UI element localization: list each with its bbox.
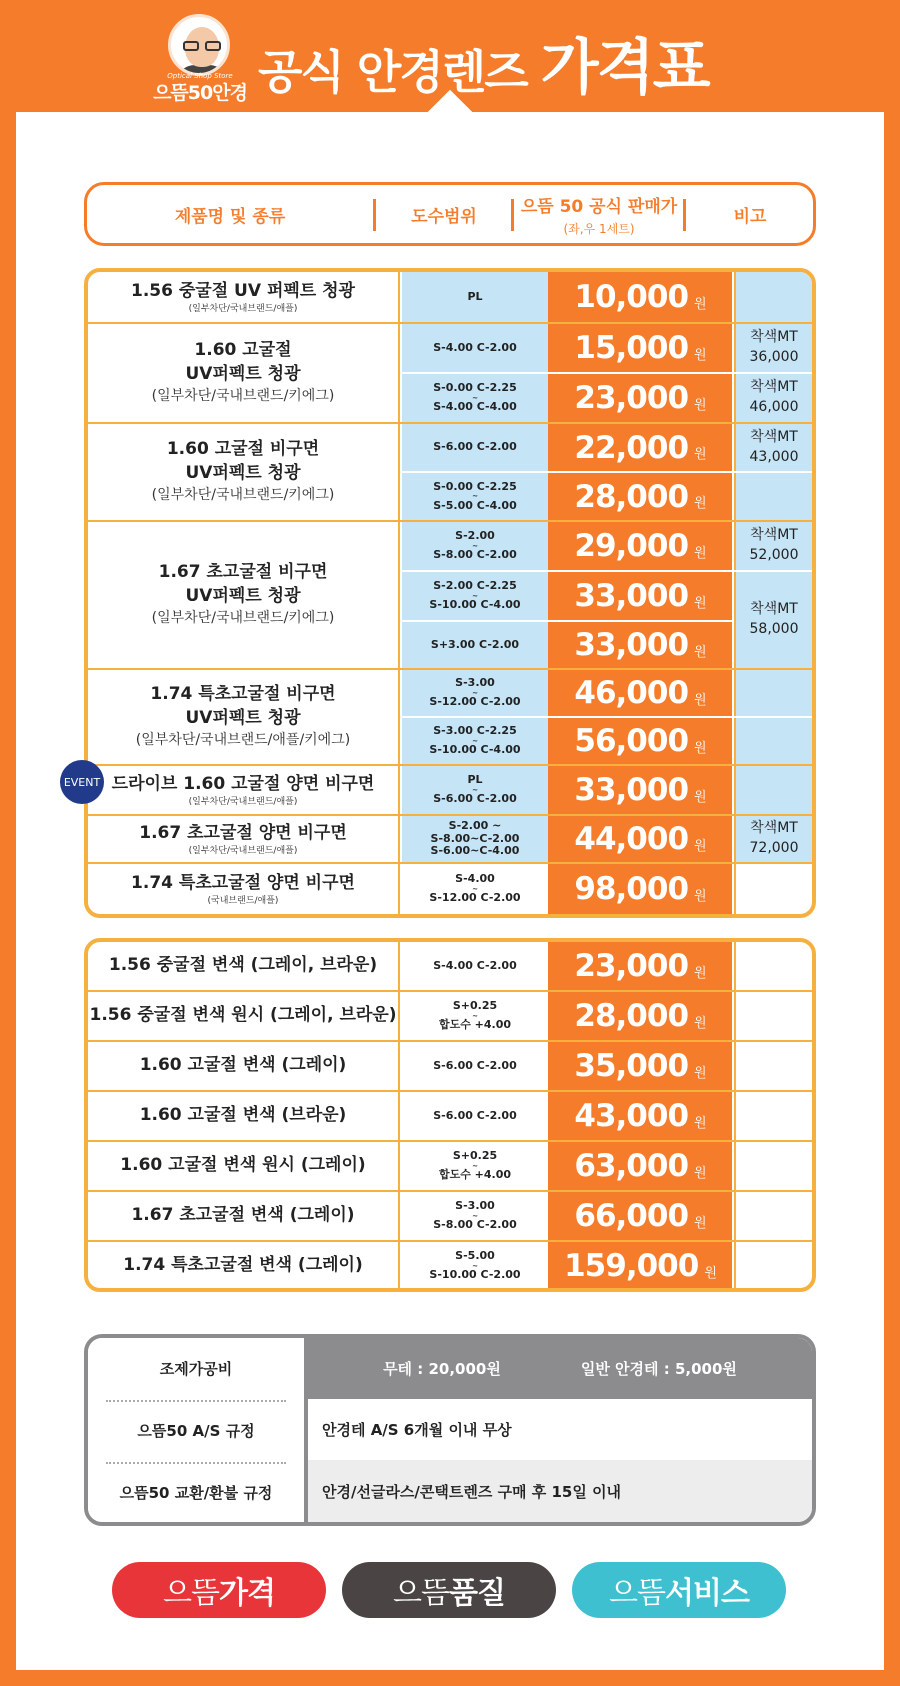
- price: 33,000 원: [548, 766, 732, 814]
- table-row: [88, 992, 812, 1040]
- price: 23,000 원: [548, 942, 732, 990]
- table-row: [88, 424, 812, 471]
- column-price: 으뜸 50 공식 판매가 (좌,우 1세트): [520, 196, 678, 236]
- product-name: 1.60 고굴절 변색 원시 (그레이): [88, 1142, 400, 1190]
- power-range: S+0.25 ~ 합도수 +4.00: [438, 1149, 512, 1182]
- table-row: [88, 522, 812, 570]
- table-row: [88, 1092, 812, 1140]
- price: 159,000 원: [548, 1242, 732, 1290]
- price: 28,000 원: [548, 473, 732, 520]
- product-name: 1.67 초고굴절 비구면 UV퍼펙트 청광 (일부차단/국내브랜드/키에그): [88, 522, 400, 668]
- price: 35,000 원: [548, 1042, 732, 1090]
- note: [734, 864, 812, 914]
- info-labels: [88, 1338, 304, 1522]
- note: 착색MT 72,000: [734, 816, 812, 862]
- table-row: [88, 324, 812, 372]
- power-range: S+0.25 ~ 합도수 +4.00: [438, 999, 512, 1032]
- single-lens-table: [84, 268, 816, 918]
- table-row: [88, 1142, 812, 1190]
- as-rule: 안경테 A/S 6개월 이내 무상: [308, 1399, 812, 1460]
- table-row: [88, 1042, 812, 1090]
- note: [734, 942, 812, 990]
- power-range: S-4.00 C-2.00: [402, 324, 548, 372]
- table-row: [88, 670, 812, 716]
- mascot-icon: [168, 14, 230, 76]
- note: [734, 718, 812, 764]
- table-row: [88, 864, 812, 914]
- column-header: [84, 182, 816, 246]
- note: [734, 1092, 812, 1140]
- price: 46,000 원: [548, 670, 732, 716]
- product-name: 1.67 초고굴절 변색 (그레이): [88, 1192, 400, 1240]
- power-range: S-3.00 ~ S-8.00 C-2.00: [433, 1199, 517, 1232]
- page-title: [258, 20, 709, 106]
- price: 56,000 원: [548, 718, 732, 764]
- note: 착색MT 43,000: [734, 424, 812, 471]
- fee-values: [308, 1338, 812, 1399]
- product-name: 1.56 중굴절 변색 (그레이, 브라운): [88, 942, 400, 990]
- power-range: S-6.00 C-2.00: [402, 424, 548, 471]
- note: [734, 1192, 812, 1240]
- product-name: 1.56 중굴절 UV 퍼펙트 청광 (일부차단/국내브랜드/애플): [88, 272, 400, 322]
- column-note: 비고: [733, 206, 767, 227]
- power-range: PL ~ S-6.00 C-2.00: [402, 766, 548, 814]
- fee-normal: 일반 안경테 : 5,000원: [580, 1360, 737, 1378]
- service-info-table: [84, 1334, 816, 1526]
- power-range: S-0.00 C-2.25 ~ S-5.00 C-4.00: [402, 473, 548, 520]
- logo-subtitle: Optical Shop Store: [167, 72, 233, 80]
- power-range: S-4.00 C-2.00: [433, 958, 517, 972]
- note: [734, 1242, 812, 1290]
- info-values: [308, 1338, 812, 1522]
- info-label-fee: 조제가공비: [159, 1360, 233, 1378]
- price: 66,000 원: [548, 1192, 732, 1240]
- note: 착색MT 46,000: [734, 374, 812, 422]
- price: 43,000 원: [548, 1092, 732, 1140]
- power-range: S+3.00 C-2.00: [402, 622, 548, 668]
- event-badge[interactable]: EVENT: [60, 760, 104, 804]
- power-range: PL: [402, 272, 548, 322]
- title-text: 공식 안경렌즈: [258, 45, 541, 99]
- power-range: S-5.00 ~ S-10.00 C-2.00: [429, 1249, 521, 1282]
- table-row: [88, 816, 812, 862]
- best-price-button[interactable]: 으뜸 가격: [112, 1562, 326, 1618]
- power-range: S-6.00 C-2.00: [433, 1058, 517, 1072]
- product-name: 1.60 고굴절 변색 (그레이): [88, 1042, 400, 1090]
- product-name: 1.60 고굴절 변색 (브라운): [88, 1092, 400, 1140]
- product-name: 1.60 고굴절 UV퍼펙트 청광 (일부차단/국내브랜드/키에그): [88, 324, 400, 422]
- price: 22,000 원: [548, 424, 732, 471]
- column-range: 도수범위: [411, 206, 477, 227]
- power-range: S-4.00 ~ S-12.00 C-2.00: [429, 872, 521, 905]
- table-row: [88, 374, 812, 422]
- table-row: [88, 1242, 812, 1290]
- fee-rimless: 무테 : 20,000원: [383, 1360, 501, 1378]
- note: 착색MT 36,000: [734, 324, 812, 372]
- note: 착색MT 52,000: [734, 522, 812, 570]
- price: 29,000 원: [548, 522, 732, 570]
- price: 28,000 원: [548, 992, 732, 1040]
- title-emphasis: 가격표: [540, 33, 709, 103]
- table-row: [88, 473, 812, 520]
- note: [734, 766, 812, 814]
- column-name: 제품명 및 종류: [174, 206, 286, 227]
- power-range: S-2.00 ~ S-8.00 C-2.00: [402, 522, 548, 570]
- power-range: S-3.00 C-2.25 ~ S-10.00 C-4.00: [402, 718, 548, 764]
- product-name: 1.74 특초고굴절 양면 비구면 (국내브랜드/애플): [88, 864, 400, 914]
- price: 44,000 원: [548, 816, 732, 862]
- refund-rule: 안경/선글라스/콘택트렌즈 구매 후 15일 이내: [308, 1460, 812, 1522]
- photochromic-table: [84, 938, 816, 1292]
- price: 63,000 원: [548, 1142, 732, 1190]
- table-row: [88, 272, 812, 322]
- info-label-refund: 으뜸50 교환/환불 규정: [119, 1484, 273, 1502]
- table-row: [88, 942, 812, 990]
- product-name: 1.56 중굴절 변색 원시 (그레이, 브라운): [88, 992, 400, 1040]
- price: 98,000 원: [548, 864, 732, 914]
- table-row: [88, 572, 812, 668]
- power-range: S-2.00 C-2.25 ~ S-10.00 C-4.00: [402, 572, 548, 620]
- note: [734, 670, 812, 716]
- best-quality-button[interactable]: 으뜸 품질: [342, 1562, 556, 1618]
- power-range: S-3.00 ~ S-12.00 C-2.00: [402, 670, 548, 716]
- logo-text: 으뜸50안경: [153, 82, 247, 104]
- product-name: 드라이브 1.60 고굴절 양면 비구면 (일부차단/국내브랜드/애플): [88, 766, 400, 814]
- note: [734, 272, 812, 322]
- product-name: 1.74 특초고굴절 변색 (그레이): [88, 1242, 400, 1290]
- product-name: 1.74 특초고굴절 비구면 UV퍼펙트 청광 (일부차단/국내브랜드/애플/키에그): [88, 670, 400, 764]
- product-name: 1.67 초고굴절 양면 비구면 (일부차단/국내브랜드/애플): [88, 816, 400, 862]
- table-row: [88, 766, 812, 814]
- price: 10,000 원: [548, 272, 732, 322]
- price: 23,000 원: [548, 374, 732, 422]
- table-row: [88, 1192, 812, 1240]
- price: 33,000 원: [548, 572, 732, 620]
- note: [734, 1042, 812, 1090]
- power-range: S-2.00 ~ S-8.00~C-2.00 S-6.00~C-4.00: [402, 816, 548, 862]
- note: 착색MT 58,000: [734, 572, 812, 668]
- power-range: S-0.00 C-2.25 ~ S-4.00 C-4.00: [402, 374, 548, 422]
- price: 15,000 원: [548, 324, 732, 372]
- brand-logo[interactable]: [150, 14, 250, 104]
- note: [734, 473, 812, 520]
- info-label-as: 으뜸50 A/S 규정: [137, 1422, 255, 1440]
- best-service-button[interactable]: 으뜸 서비스: [572, 1562, 786, 1618]
- power-range: S-6.00 C-2.00: [433, 1108, 517, 1122]
- note: [734, 1142, 812, 1190]
- price: 33,000 원: [548, 622, 732, 668]
- product-name: 1.60 고굴절 비구면 UV퍼펙트 청광 (일부차단/국내브랜드/키에그): [88, 424, 400, 520]
- table-row: [88, 718, 812, 764]
- note: [734, 992, 812, 1040]
